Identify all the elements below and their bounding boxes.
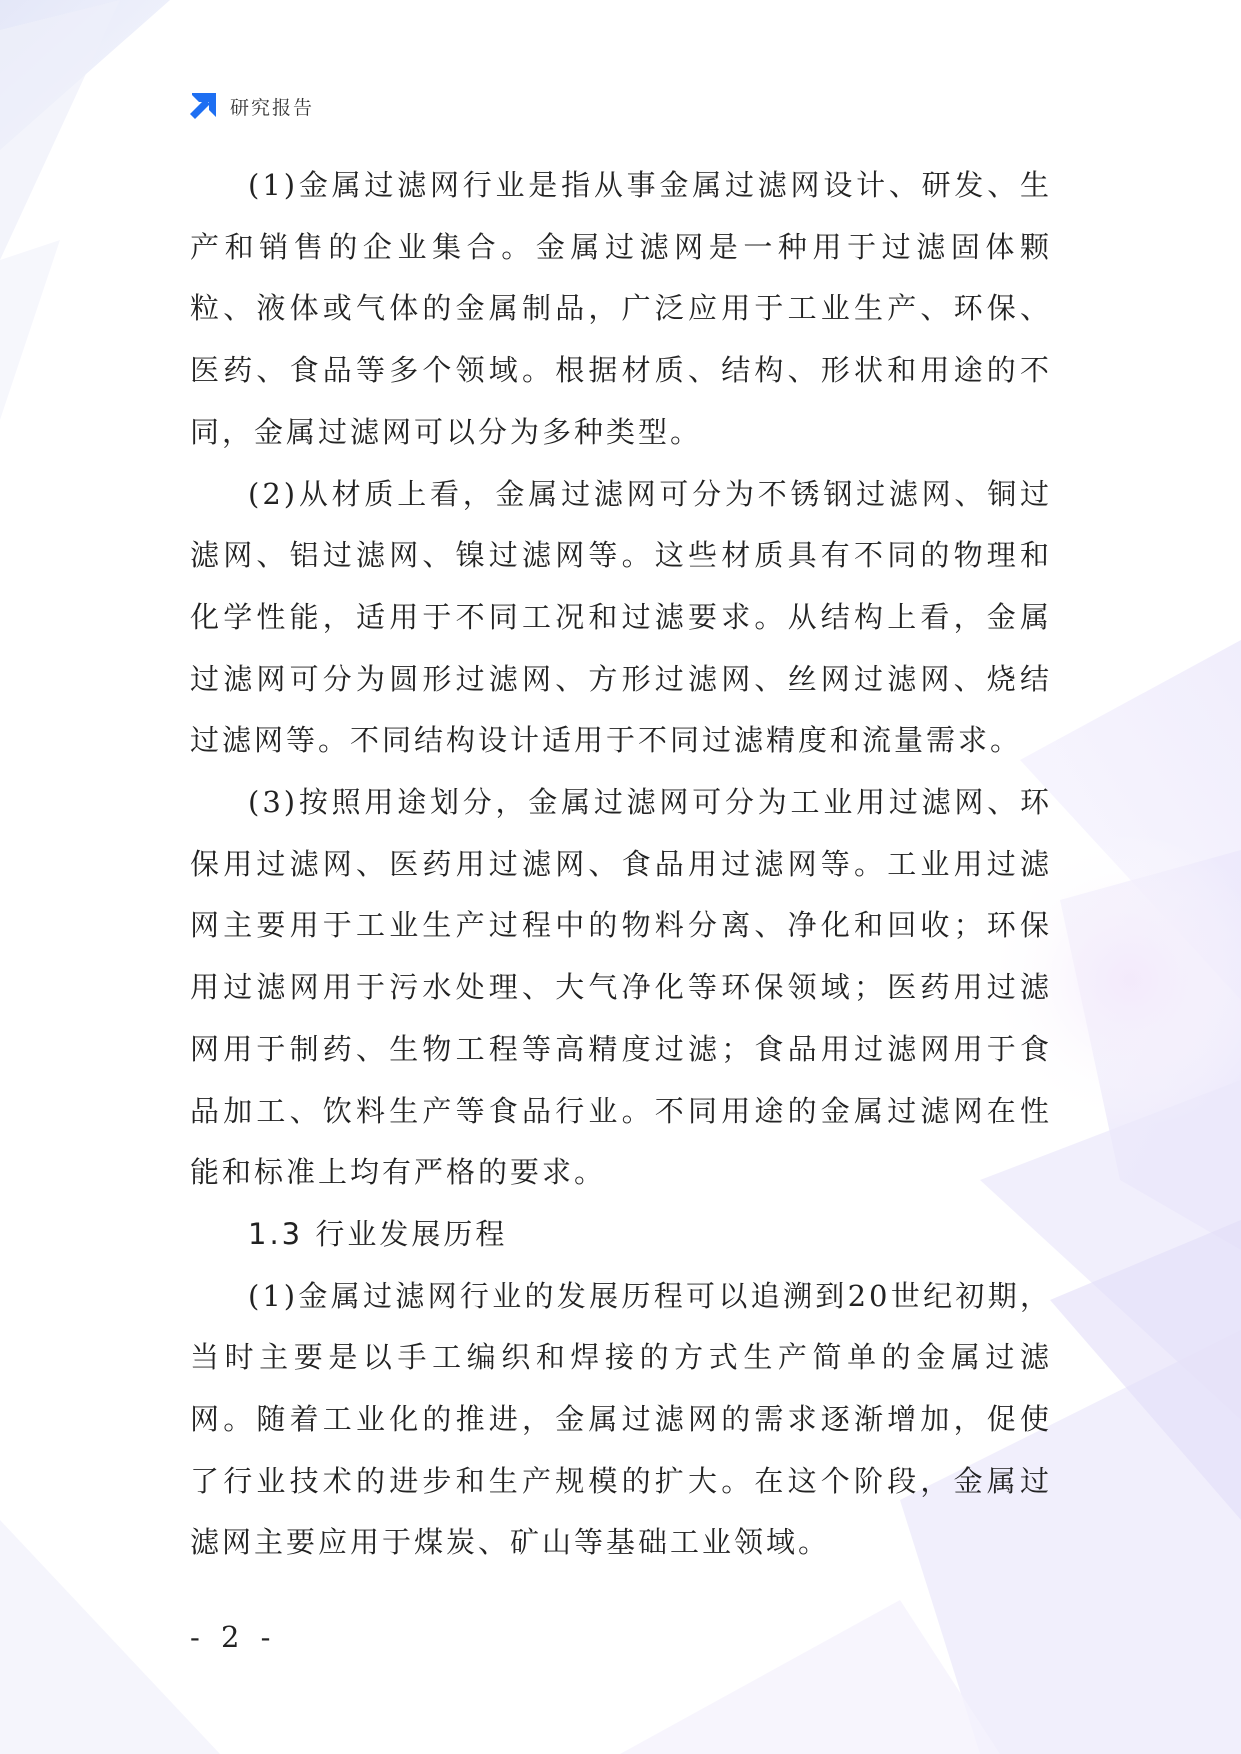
page-number: - 2 - xyxy=(190,1620,277,1654)
document-body xyxy=(190,155,1052,1574)
paragraph: (2)从材质上看，金属过滤网可分为不锈钢过滤网、铜过滤网、铝过滤网、镍过滤网等。这些材质具有不同的物理和化学性能，适用于不同工况和过滤要求。从结构上看，金属过滤网可分为圆形过滤网、方形过滤网、丝网过滤网、烧结过滤网等。不同结构设计适用于不同过滤精度和流量需求。 xyxy=(190,476,1052,758)
report-header xyxy=(186,88,314,124)
section-heading: 1.3 行业发展历程 xyxy=(248,1216,508,1251)
arrow-up-right-icon xyxy=(186,89,220,123)
paragraph: (1)金属过滤网行业是指从事金属过滤网设计、研发、生产和销售的企业集合。金属过滤网是一种用于过滤固体颗粒、液体或气体的金属制品，广泛应用于工业生产、环保、医药、食品等多个领域。根据材质、结构、形状和用途的不同，金属过滤网可以分为多种类型。 xyxy=(190,168,1052,449)
paragraph: (1)金属过滤网行业的发展历程可以追溯到20世纪初期，当时主要是以手工编织和焊接的方式生产简单的金属过滤网。随着工业化的推进，金属过滤网的需求逐渐增加，促使了行业技术的进步和生产规模的扩大。在这个阶段，金属过滤网主要应用于煤炭、矿山等基础工业领域。 xyxy=(190,1278,1052,1560)
paragraph: (3)按照用途划分，金属过滤网可分为工业用过滤网、环保用过滤网、医药用过滤网、食品用过滤网等。工业用过滤网主要用于工业生产过程中的物料分离、净化和回收；环保用过滤网用于污水处理、大气净化等环保领域；医药用过滤网用于制药、生物工程等高精度过滤；食品用过滤网用于食品加工、饮料生产等食品行业。不同用途的金属过滤网在性能和标准上均有严格的要求。 xyxy=(190,785,1052,1190)
header-label: 研究报告 xyxy=(230,96,315,119)
